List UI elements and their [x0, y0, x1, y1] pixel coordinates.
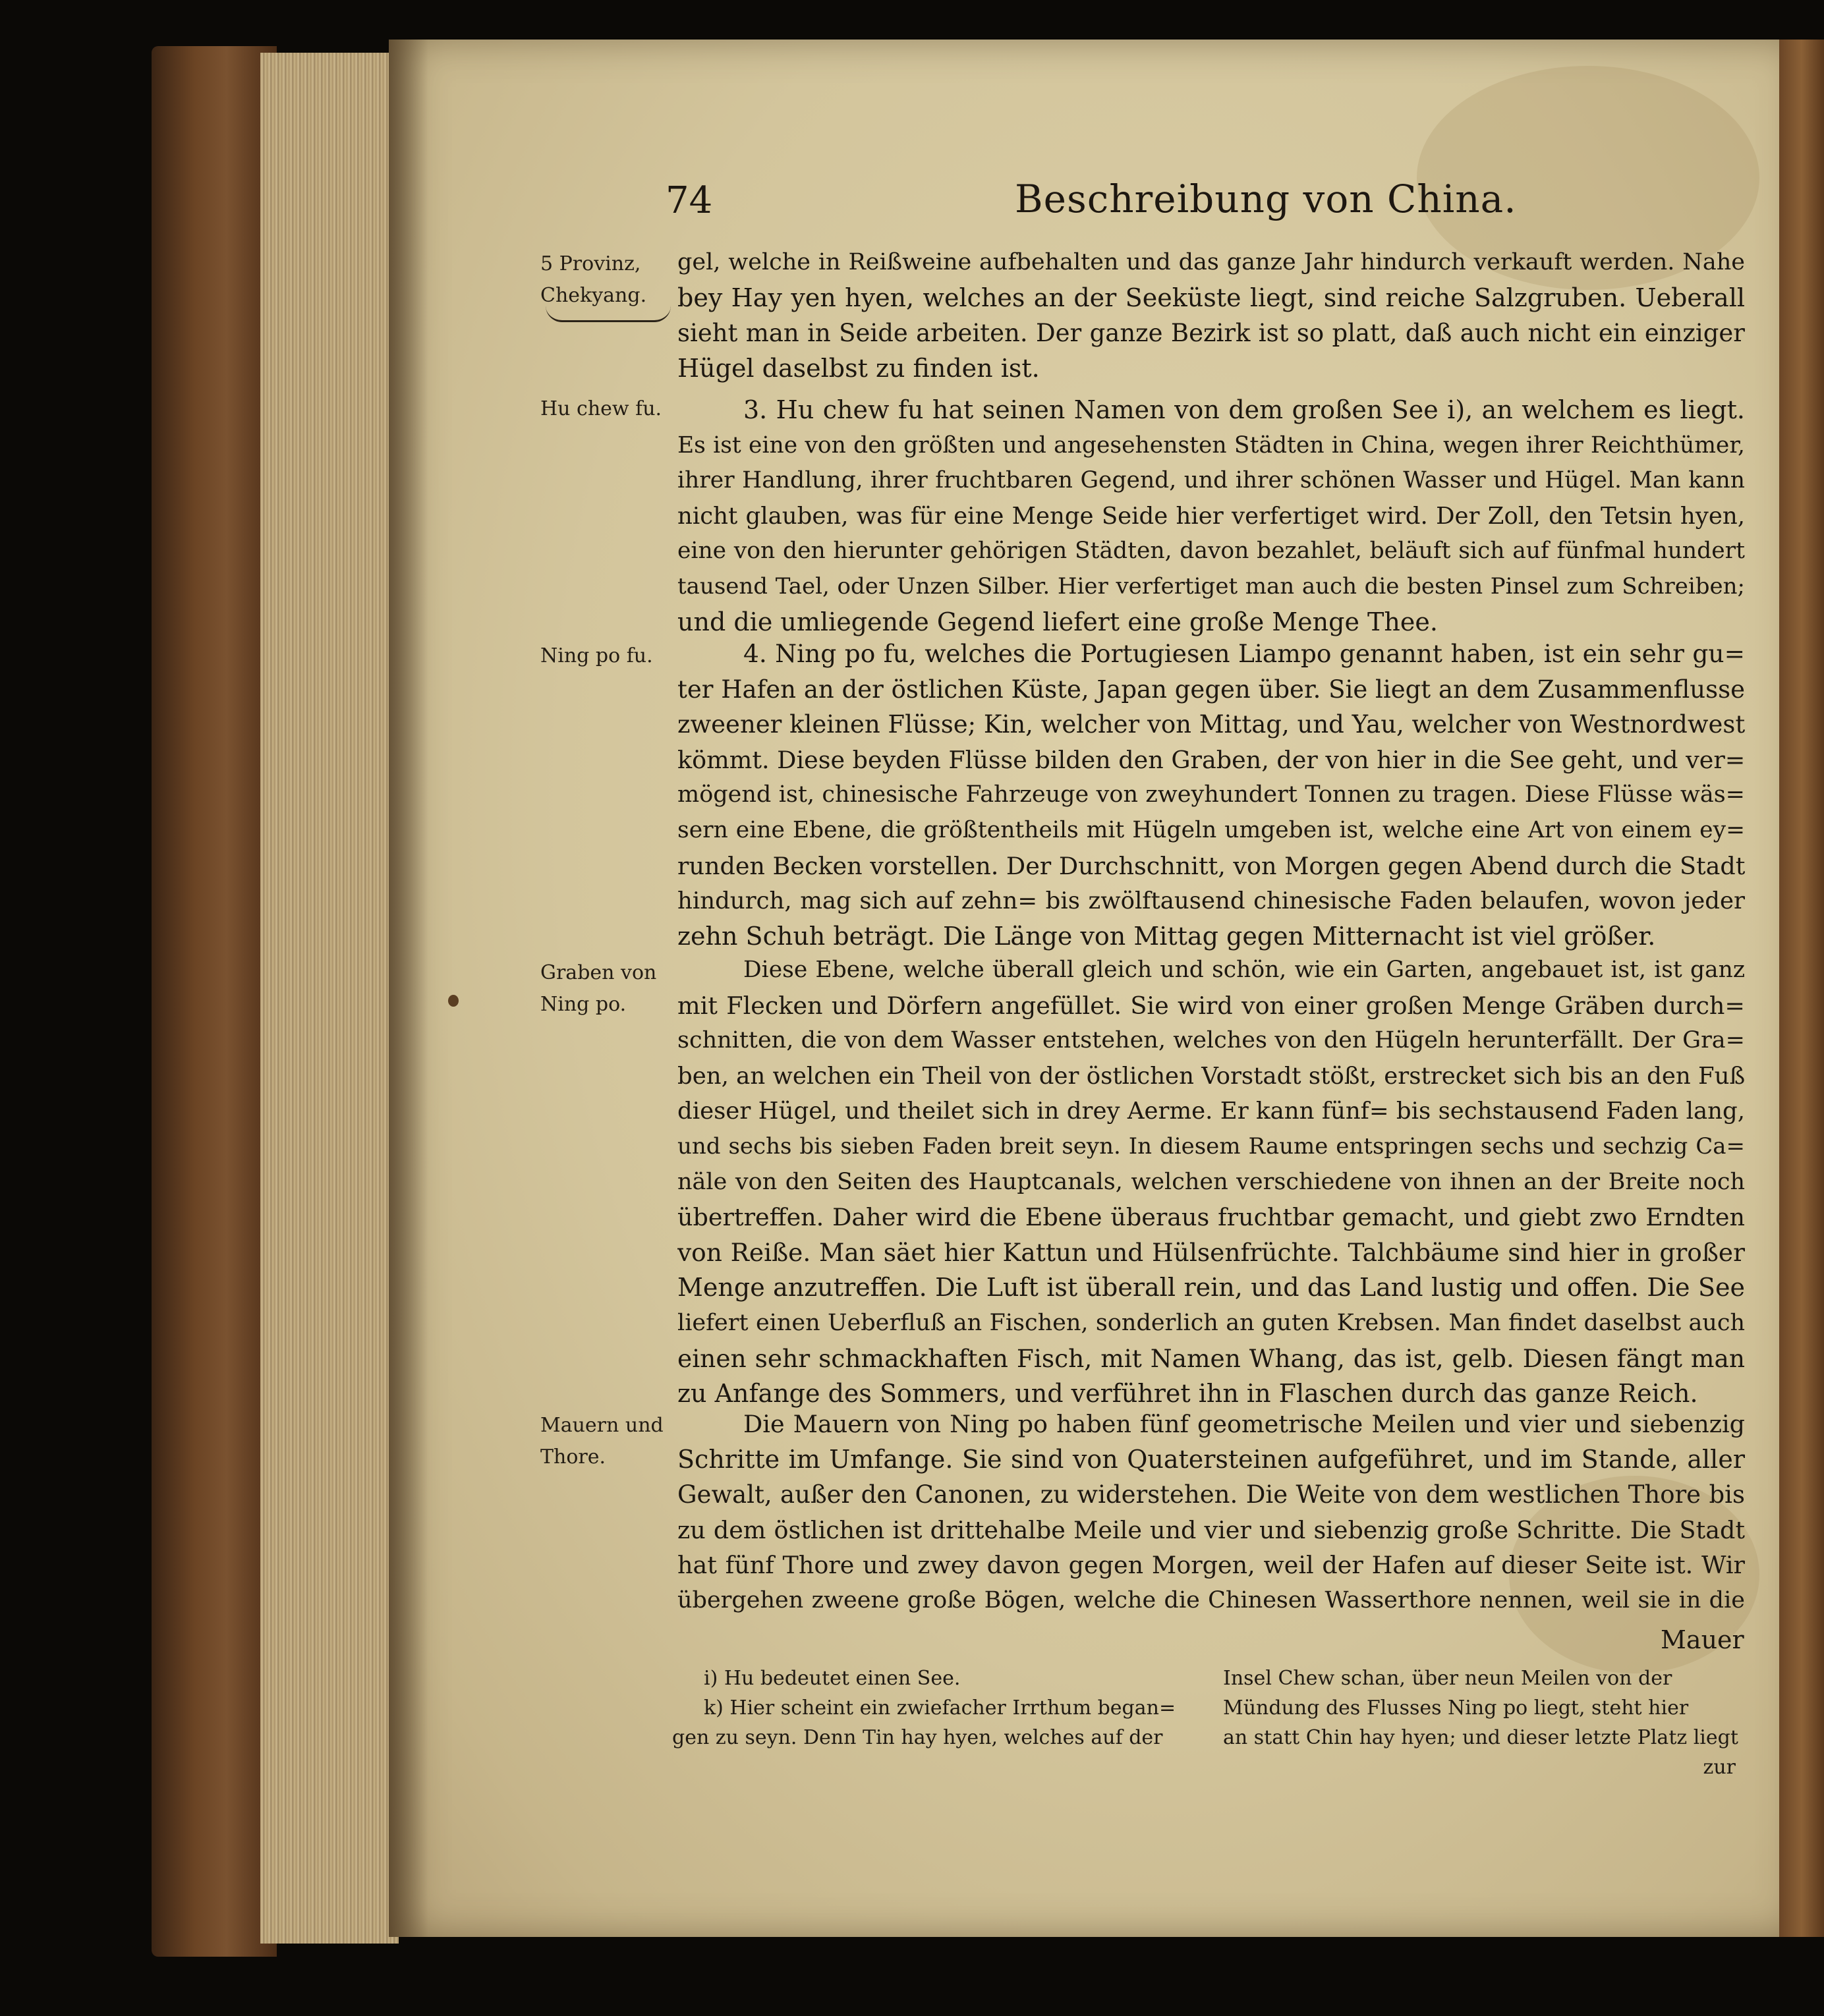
text-line: Menge anzutreffen. Die Luft ist überall rein, und das Land lustig und offen. Die See [677, 1273, 1745, 1302]
paragraph [677, 953, 1745, 1412]
text-line: bey Hay yen hyen, welches an der Seeküste liegt, sind reiche Salzgruben. Ueberall [677, 283, 1745, 312]
text-line: Diese Ebene, welche überall gleich und schön, wie ein Garten, angebauet ist, ist ganz [743, 957, 1745, 983]
page-gutter-shadow [389, 40, 428, 1937]
text-line: liefert einen Ueberfluß an Fischen, sonderlich an guten Krebsen. Man findet daselbst auch [677, 1309, 1745, 1336]
book-cover-right [1779, 40, 1824, 1937]
margin-note: Hu chew fu. [540, 397, 662, 420]
footnote-line: Insel Chew schan, über neun Meilen von der [1223, 1667, 1672, 1690]
book-cover-left [152, 46, 277, 1957]
footnotes-right [1223, 1664, 1744, 1782]
text-line: übertreffen. Daher wird die Ebene überaus fruchtbar gemacht, und giebt zwo Erndten [677, 1203, 1745, 1232]
text-line: ihrer Handlung, ihrer fruchtbaren Gegend, und ihrer schönen Wasser und Hügel. Man kann [677, 467, 1745, 494]
text-line: Gewalt, außer den Canonen, zu widerstehen. Die Weite von dem westlichen Thore bis [677, 1480, 1745, 1509]
text-line: zu Anfange des Sommers, und verführet ihn in Flaschen durch das ganze Reich. [677, 1379, 1698, 1409]
text-line: mögend ist, chinesische Fahrzeuge von zweyhundert Tonnen zu tragen. Diese Flüsse wäs= [677, 781, 1745, 808]
text-line: hat fünf Thore und zwey davon gegen Morgen, weil der Hafen auf dieser Seite ist. Wir [677, 1551, 1745, 1580]
page-edges [260, 53, 399, 1944]
text-line: mit Flecken und Dörfern angefüllet. Sie wird von einer großen Menge Gräben durch= [677, 991, 1745, 1020]
text-line: eine von den hierunter gehörigen Städten, davon bezahlet, beläuft sich auf fünfmal hundert [677, 538, 1745, 565]
text-line: und die umliegende Gegend liefert eine große Menge Thee. [677, 607, 1438, 636]
text-line: nicht glauben, was für eine Menge Seide hier verfertiget wird. Der Zoll, den Tetsin hyen, [677, 502, 1745, 530]
text-line: zweener kleinen Flüsse; Kin, welcher von Mittag, und Yau, welcher von Westnordwest [677, 710, 1745, 739]
text-line: gel, welche in Reißweine aufbehalten und das ganze Jahr hindurch verkauft werden. Nahe [677, 249, 1745, 275]
footnote-line: k) Hier scheint ein zwiefacher Irrthum began= [704, 1696, 1176, 1720]
text-line: Hügel daselbst zu finden ist. [677, 353, 1040, 383]
text-line: zu dem östlichen ist drittehalbe Meile und vier und siebenzig große Schritte. Die Stadt [677, 1515, 1745, 1544]
margin-brace [546, 306, 671, 322]
text-line: von Reiße. Man säet hier Kattun und Hülsenfrüchte. Talchbäume sind hier in großer [677, 1237, 1745, 1267]
catchword: Mauer [1661, 1625, 1744, 1654]
paragraph [677, 636, 1745, 954]
text-line: Die Mauern von Ning po haben fünf geometrische Meilen und vier und siebenzig [743, 1410, 1745, 1438]
text-line: sern eine Ebene, die größtentheils mit Hügeln umgeben ist, welche eine Art von einem ey= [677, 816, 1745, 843]
text-line: tausend Tael, oder Unzen Silber. Hier verfertiget man auch die besten Pinsel zum Schreiben; [677, 573, 1745, 600]
text-line: ter Hafen an der östlichen Küste, Japan gegen über. Sie liegt an dem Zusammenflusse [677, 675, 1745, 704]
margin-note: Ning po fu. [540, 644, 653, 667]
text-line: und sechs bis sieben Faden breit seyn. In diesem Raume entspringen sechs und sechzig Ca= [677, 1133, 1745, 1160]
footnote-line: i) Hu bedeutet einen See. [704, 1667, 961, 1690]
margin-note: 5 Provinz, Chekyang. [540, 252, 647, 307]
text-line: Es ist eine von den größten und angesehensten Städten in China, wegen ihrer Reichthümer, [677, 432, 1745, 459]
footnotes-left [672, 1664, 1199, 1752]
text-line: übergehen zweene große Bögen, welche die Chinesen Wasserthore nennen, weil sie in die [677, 1586, 1745, 1613]
text-line: runden Becken vorstellen. Der Durchschnitt, von Morgen gegen Abend durch die Stadt [677, 851, 1745, 880]
text-line: hindurch, mag sich auf zehn= bis zwölftausend chinesische Faden belaufen, wovon jeder [677, 887, 1745, 915]
footnote-line: zur [1703, 1756, 1736, 1779]
running-head: Beschreibung von China. [1015, 177, 1517, 221]
page-number: 74 [666, 179, 713, 222]
text-line: kömmt. Diese beyden Flüsse bilden den Graben, der von hier in die See geht, und ver= [677, 745, 1745, 774]
text-line: 4. Ning po fu, welches die Portugiesen Liampo genannt haben, ist ein sehr gu= [743, 639, 1745, 668]
text-line: ben, an welchen ein Theil von der östlichen Vorstadt stößt, erstrecket sich bis an den Fuß [677, 1062, 1745, 1090]
margin-note: Graben von Ning po. [540, 961, 657, 1016]
paragraph [677, 393, 1745, 640]
footnote-line: gen zu seyn. Denn Tin hay hyen, welches auf der [672, 1726, 1163, 1749]
text-line: 3. Hu chew fu hat seinen Namen von dem großen See i), an welchem es liegt. [743, 395, 1745, 424]
text-line: näle von den Seiten des Hauptcanals, welchen verschiedene von ihnen an der Breite noch [677, 1168, 1745, 1195]
text-line: einen sehr schmackhaften Fisch, mit Namen Whang, das ist, gelb. Diesen fängt man [677, 1343, 1745, 1373]
footnote-line: an statt Chin hay hyen; und dieser letzte Platz liegt [1223, 1726, 1738, 1749]
text-line: Schritte im Umfange. Sie sind von Quatersteinen aufgeführet, und im Stande, aller [677, 1444, 1745, 1474]
footnote-line: Mündung des Flusses Ning po liegt, steht hier [1223, 1696, 1689, 1720]
text-line: zehn Schuh beträgt. Die Länge von Mittag gegen Mitternacht ist viel größer. [677, 921, 1656, 951]
text-line: schnitten, die von dem Wasser entstehen, welches von den Hügeln herunterfällt. Der Gra= [677, 1027, 1745, 1054]
ink-spot [448, 995, 459, 1007]
paragraph [677, 245, 1745, 386]
margin-note: Mauern und Thore. [540, 1414, 664, 1469]
paragraph [677, 1407, 1745, 1619]
text-line: dieser Hügel, und theilet sich in drey Aerme. Er kann fünf= bis sechstausend Faden lang, [677, 1098, 1745, 1125]
text-line: sieht man in Seide arbeiten. Der ganze Bezirk ist so platt, daß auch nicht ein einziger [677, 319, 1745, 348]
